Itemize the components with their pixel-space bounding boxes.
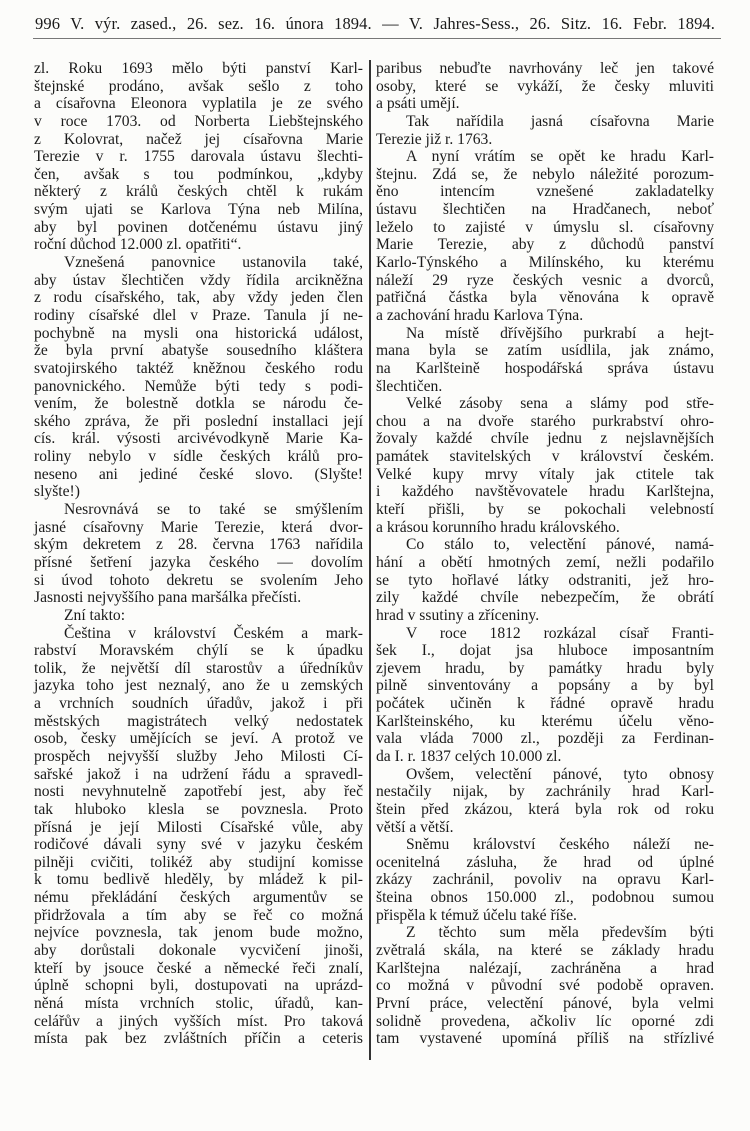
text-line: a císařovna Eleonora vyplatila je ze svého xyxy=(34,95,363,113)
text-line: Sněmu království českého náleží ne- xyxy=(406,836,714,854)
header-divider xyxy=(33,38,721,39)
paragraph xyxy=(376,148,714,324)
text-line: tolik, že největší díl starostův a úředníkův xyxy=(34,659,363,677)
text-line: svatojirského taktéž kněžnou českého rodu xyxy=(34,359,363,377)
text-line: aby byl povinen dotčenému ústavu jiný xyxy=(34,218,363,236)
text-line: První práce, velectění pánové, byla velmi xyxy=(376,994,714,1012)
text-line: si úvod tohoto dekretu se svolením Jeho xyxy=(34,571,363,589)
text-line: Na místě dřívějšího purkrabí a hejt- xyxy=(406,324,714,342)
text-line: nejvíce povznesla, tak jenom bude možno, xyxy=(34,924,363,942)
paragraph xyxy=(34,625,363,1048)
text-line: rodičové dávali syny své v jazyku českém xyxy=(34,836,363,854)
text-line: šteina obnos 150.000 zl., podobnou sumou xyxy=(376,889,714,907)
text-line: Čeština v království Českém a mark- xyxy=(64,624,363,642)
text-line: leželo to zajisté v úmyslu sl. císařovny xyxy=(376,218,714,236)
running-header: 996 V. výr. zased., 26. sez. 16. února 1894. — V. Jahres-Sess., 26. Sitz. 16. Febr. 1894. xyxy=(35,14,715,33)
text-line: osoby, které se vykáží, že česky mluviti xyxy=(376,77,714,95)
text-line: na Karlšteině hospodářská správa ústavu xyxy=(376,359,714,377)
text-line: městských magistrátech velký nedostatek xyxy=(34,712,363,730)
text-line: jazyka toho jest neznalý, ano že u zemských xyxy=(34,677,363,695)
text-line: že byla první abatyše sousedního kláštera xyxy=(34,342,363,360)
text-line: rodiny císařské dlel v Praze. Tanula jí ne- xyxy=(34,306,363,324)
paragraph xyxy=(34,60,363,254)
text-line: nému překládání českých argumentův se xyxy=(34,889,363,907)
text-line: hrad v ssutiny a zříceniny. xyxy=(376,606,540,624)
text-line: žovaly každé chvíle jednu z nejslavnějších xyxy=(376,430,714,448)
text-line: panovnického. Nemůže býti tedy s podi- xyxy=(34,377,363,395)
text-line: ského zpráva, že při poslední installaci její xyxy=(34,412,363,430)
text-line: šek I., dojat jsa hluboce imposantním xyxy=(376,642,714,660)
text-line: štejnské prodáno, avšak sešlo z toho xyxy=(34,77,363,95)
paragraph xyxy=(376,395,714,536)
text-line: Terezie v r. 1755 darovala ústavu šlechti- xyxy=(34,148,363,166)
text-line: počátek učiněn k řádné opravě hradu xyxy=(376,695,714,713)
column-divider xyxy=(369,60,371,1060)
text-line: Vznešená panovnice ustanovila také, xyxy=(64,254,363,272)
text-line: da I. r. 1837 celých 10.000 zl. xyxy=(376,747,562,765)
paragraph xyxy=(376,625,714,766)
text-line: mana byla se zatím usídlila, jak známo, xyxy=(376,342,714,360)
text-line: neseno ani jediné české slovo. (Slyšte! xyxy=(34,465,363,483)
text-line: nosti nevyhnutelně zapotřebí jest, aby řeč xyxy=(34,783,363,801)
text-line: svým ujati se Karlova Týna neb Milína, xyxy=(34,201,363,219)
text-line: něná místa vrchních stolic, úřadů, kan- xyxy=(34,994,363,1012)
text-line: ocenitelná zásluha, že hrad od úplné xyxy=(376,853,714,871)
text-line: Velké zásoby sena a slámy pod stře- xyxy=(406,395,714,413)
text-line: místa pak bez zvláštních příčin a ceteris xyxy=(34,1030,363,1048)
text-line: patřičná částka byla věnována k opravě xyxy=(376,289,714,307)
paragraph xyxy=(376,325,714,396)
text-line: Terezie již r. 1763. xyxy=(376,130,493,148)
text-line: zily každé chvíle nebezpečím, že obrátí xyxy=(376,589,714,607)
text-line: Z těchto sum měla především býti xyxy=(406,924,714,942)
left-column xyxy=(34,60,363,1048)
text-line: památek stavitelských v království českém. xyxy=(376,448,714,466)
text-line: aby ústav šlechtičen vždy řídila arcikněžna xyxy=(34,271,363,289)
text-line: roční důchod 12.000 zl. opatřiti“. xyxy=(34,236,242,254)
text-line: přísné šetření jazyka českého — dovolím xyxy=(34,553,363,571)
text-line: celářův a jiných vyšších míst. Pro taková xyxy=(34,1012,363,1030)
text-line: Karlšteinského, ku kterému účelu věno- xyxy=(376,712,714,730)
paragraph xyxy=(376,113,714,148)
text-line: i každého navštěvovatele hradu Karlštejna, xyxy=(376,483,714,501)
text-line: a zachování hradu Karlova Týna. xyxy=(376,306,584,324)
text-line: ským dekretem z 28. června 1763 nařídila xyxy=(34,536,363,554)
text-line: ústavu šlechtičen na Hradčanech, neboť xyxy=(376,201,714,219)
text-line: roliny nebylo v sídle českých králů pro- xyxy=(34,448,363,466)
text-line: paribus nebuďte navrhovány leč jen takové xyxy=(376,60,714,77)
text-line: a psáti umějí. xyxy=(376,95,460,113)
paragraph xyxy=(376,536,714,624)
paragraph xyxy=(34,607,363,625)
text-line: se tyto hořlavé látky odstraniti, jež hro- xyxy=(376,571,714,589)
text-line: Karlo-Týnského a Milínského, ku kterému xyxy=(376,254,714,272)
text-line: vala vláda 7000 zl., později za Ferdinan- xyxy=(376,730,714,748)
text-line: vením, že bolestně dotkla se národu če- xyxy=(34,395,363,413)
text-line: a vrchních soudních úřadův, jakož i při xyxy=(34,695,363,713)
text-line: Ovšem, velectění pánové, tyto obnosy xyxy=(406,765,714,783)
text-line: solidně provedena, ačkoliv líc oporné zdi xyxy=(376,1012,714,1030)
text-line: pilněji cvičiti, tolikéž aby studijní komisse xyxy=(34,853,363,871)
text-line: co možná v původní své podobě opraven. xyxy=(376,977,714,995)
text-line: sařské jakož i na udržení řádu a spravedl- xyxy=(34,765,363,783)
text-line: chou a na dvoře starého purkrabství ohro- xyxy=(376,412,714,430)
right-column xyxy=(376,60,714,1048)
text-line: šlechtičen. xyxy=(376,377,443,395)
text-line: k tomu bedlivě hleděly, by mládež k pil- xyxy=(34,871,363,889)
text-line: kteří by jsouce české a německé řeči znalí, xyxy=(34,959,363,977)
text-line: náleží 29 ryze českých vesnic a dvorců, xyxy=(376,271,714,289)
text-line: nestačily nijak, by zachránily hrad Karl- xyxy=(376,783,714,801)
text-line: kteří přišli, by se pokochali velebností xyxy=(376,501,714,519)
text-line: přísná je její Milosti Císařské vůle, aby xyxy=(34,818,363,836)
text-line: V roce 1812 rozkázal císař Franti- xyxy=(406,624,714,642)
text-line: slyšte!) xyxy=(34,483,80,501)
text-line: Marie Terezie, aby z důchodů panství xyxy=(376,236,714,254)
text-line: Tak nařídila jasná císařovna Marie xyxy=(406,112,714,130)
text-line: některý z králů českých chtěl k rukám xyxy=(34,183,363,201)
paragraph xyxy=(376,60,714,113)
text-line: tam vystavené upomíná příliš na střízlivé xyxy=(376,1030,714,1048)
text-line: Velké kupy mrvy vítaly jak ctitele tak xyxy=(376,465,714,483)
text-line: čen, avšak s tou podmínkou, „kdyby xyxy=(34,165,363,183)
text-line: tak hluboko klesla se povznesla. Proto xyxy=(34,800,363,818)
text-line: zl. Roku 1693 mělo býti panství Karl- xyxy=(34,60,363,77)
text-line: pochybně na mysli ona historická událost, xyxy=(34,324,363,342)
text-line: z rodu císařského, tak, aby vždy jeden člen xyxy=(34,289,363,307)
text-line: prospěch nejvyšší služby Jeho Milosti Cí- xyxy=(34,747,363,765)
text-line: zvětralá skála, na které se základy hradu xyxy=(376,942,714,960)
text-line: z Kolovrat, načež jej císařovna Marie xyxy=(34,130,363,148)
paragraph xyxy=(376,924,714,1047)
text-line: aby dorůstali dokonale vycvičení jinoši, xyxy=(34,942,363,960)
text-line: zjevem hradu, by památky hradu byly xyxy=(376,659,714,677)
text-line: A nyní vrátím se opět ke hradu Karl- xyxy=(406,148,714,166)
text-line: Zní takto: xyxy=(64,606,126,624)
text-line: ěno intencím vznešené zakladatelky xyxy=(376,183,714,201)
text-line: pilně sinventovány a popsány a by byl xyxy=(376,677,714,695)
text-line: úplně schopni byli, dostupovati na uprázd- xyxy=(34,977,363,995)
paragraph xyxy=(376,766,714,837)
text-line: cís. král. výsosti arcivévodkyně Marie Ka- xyxy=(34,430,363,448)
text-line: a krásou korunního hradu královského. xyxy=(376,518,620,536)
text-line: Jasnosti nejvyššího pana maršálka přečísti. xyxy=(34,589,302,607)
text-line: v roce 1703. od Norberta Liebštejnského xyxy=(34,112,363,130)
text-line: jasné císařovny Marie Terezie, která dvor- xyxy=(34,518,363,536)
text-line: štejnu. Zdá se, že nebylo náležité porozum- xyxy=(376,165,714,183)
text-line: přispěla k témuž účelu také říše. xyxy=(376,906,577,924)
paragraph xyxy=(376,836,714,924)
text-line: osob, česky umějících se jeví. A protož ve xyxy=(34,730,363,748)
paragraph xyxy=(34,501,363,607)
text-line: Nesrovnává se to také se smýšlením xyxy=(64,501,363,519)
text-line: rabství Moravském chýlí se k úpadku xyxy=(34,642,363,660)
text-line: větší a větší. xyxy=(376,818,454,836)
text-line: zkázy zachránil, povoliv na opravu Karl- xyxy=(376,871,714,889)
text-line: přidržovala a tím aby se řeč co možná xyxy=(34,906,363,924)
text-line: hání a obětí hmotných zemí, nežli podařilo xyxy=(376,553,714,571)
text-line: Karlštejna nalézají, zachráněna a hrad xyxy=(376,959,714,977)
paragraph xyxy=(34,254,363,501)
text-line: Co stálo to, velectění pánové, namá- xyxy=(406,536,714,554)
text-line: štein před zkázou, která byla rok od roku xyxy=(376,800,714,818)
